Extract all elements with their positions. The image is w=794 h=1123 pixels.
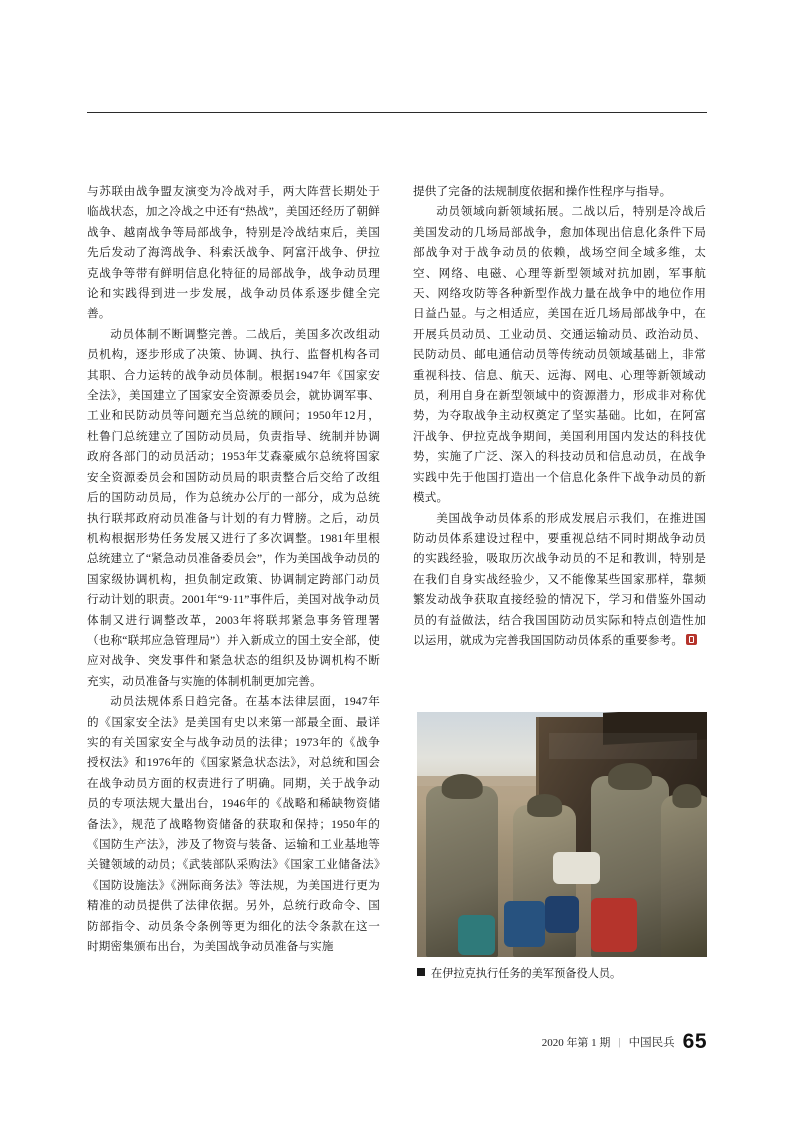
photo-helmet bbox=[442, 774, 483, 800]
end-of-article-mark bbox=[686, 634, 697, 645]
photo-backpack bbox=[504, 901, 545, 948]
paragraph: 动员领域向新领域拓展。二战以后，特别是冷战后美国发动的几场局部战争，愈加体现出信息化条件下局部战争对于战争动员的依赖，战场空间全域多维，太空、网络、电磁、心理等新型领域对抗加剧，军事航天、网络攻防等各种新型作战力量在战争中的地位作用日益凸显。与之相适应，美国在近几场局部战争中，在开展兵员动员、工业动员、交通运输动员、政治动员、民防动员、邮电通信动员等传统动员领域基础上，非常重视科技、信息、航天、远海、网电、心理等新领域动员，利用自身在新型领域中的资源潜力，形成非对称优势，为夺取战争主动权奠定了坚实基础。比如，在阿富汗战争、伊拉克战争期间，美国利用国内发达的科技优势，实施了广泛、深入的科技动员和信息动员，在战争实践中先于他国打造出一个信息化条件下战争动员的新模式。 bbox=[413, 205, 706, 505]
square-bullet-icon bbox=[417, 968, 425, 976]
photo-backpack bbox=[458, 915, 496, 954]
photo-soldier bbox=[661, 795, 707, 957]
photo-helmet bbox=[672, 784, 701, 808]
paragraph: 动员法规体系日趋完备。在基本法律层面，1947年的《国家安全法》是美国有史以来第一部最全面、最详实的有关国家安全与战争动员的法律；1973年的《战争授权法》和1976年的《国家紧急状态法》，对总统和国会在战争动员方面的权责进行了明确。同期，关于战争动员的专项法规大量出台，1946年的《战略和稀缺物资储备法》，规范了战略物资储备的获取和保持；1950年的《国防生产法》，涉及了物资与装备、运输和工业基地等关键领域的动员；《武装部队采购法》《国家工业储备法》《国防设施法》《洲际商务法》等法规，为美国进行更为精准的动员提供了法律依据。另外，总统行政命令、国防部指令、动员条令条例等更为细化的法令条款在这一时期密集颁布出台，为美国战争动员准备与实施 bbox=[87, 695, 380, 954]
left-column bbox=[87, 182, 380, 957]
photo-backpack bbox=[545, 896, 580, 933]
paragraph: 与苏联由战争盟友演变为冷战对手，两大阵营长期处于临战状态，加之冷战之中还有“热战”，美国还经历了朝鲜战争、越南战争等局部战争，特别是冷战结束后，美国先后发动了海湾战争、科索沃战争、阿富汗战争、伊拉克战争等带有鲜明信息化特征的局部战争，战争动员理论和实践得到进一步发展，战争动员体系逐步健全完善。 bbox=[87, 185, 380, 321]
header-rule bbox=[87, 112, 707, 113]
photo-helmet bbox=[608, 763, 652, 790]
paragraph: 提供了完备的法规制度依据和操作性程序与指导。 bbox=[413, 185, 672, 198]
figure bbox=[417, 712, 707, 983]
paragraph bbox=[413, 509, 706, 652]
figure-caption-text: 在伊拉克执行任务的美军预备役人员。 bbox=[431, 968, 622, 980]
photo-backpack bbox=[591, 898, 637, 952]
paragraph: 动员体制不断调整完善。二战后，美国多次改组动员机构，逐步形成了决策、协调、执行、监督机构各司其职、合力运转的战争动员体制。根据1947年《国家安全法》，美国建立了国家安全资源委员会，就协调军事、工业和民防动员等问题充当总统的顾问；1950年12月，杜鲁门总统建立了国防动员局，负责指导、统制并协调政府各部门的动员活动；1953年艾森豪威尔总统将国家安全资源委员会和国防动员局的职责整合后交给了改组后的国防动员局，作为总统办公厅的一部分，成为总统执行联邦政府动员准备与计划的有力臂膀。之后，动员机构根据形势任务发展又进行了多次调整。1981年里根总统建立了“紧急动员准备委员会”，作为美国战争动员的国家级协调机构，担负制定政策、协调制定跨部门动员行动计划的职责。2001年“9·11”事件后，美国对战争动员体制又进行调整改革，2003年将联邦紧急事务管理署（也称“联邦应急管理局”）并入新成立的国土安全部，使应对战争、突发事件和紧急状态的组织及协调机构不断充实，动员准备与实施的体制机制更加完善。 bbox=[87, 327, 380, 688]
page-footer bbox=[542, 1030, 707, 1054]
issue-label: 2020 年第 1 期 bbox=[541, 1037, 611, 1049]
photo-supply-bundle bbox=[553, 852, 599, 884]
photo-truck-canopy bbox=[603, 712, 707, 746]
photo-soldiers-iraq bbox=[417, 712, 707, 957]
figure-caption bbox=[417, 965, 707, 983]
photo-helmet bbox=[527, 794, 563, 817]
footer-separator: | bbox=[618, 1036, 621, 1048]
paragraph-text: 美国战争动员体系的形成发展启示我们，在推进国防动员体系建设过程中，要重视总结不同时期战争动员的实践经验，吸取历次战争动员的不足和教训，特别是在我们自身实战经验少，又不能像某些国家那样，靠频繁发动战争获取直接经验的情况下，学习和借鉴外国动员的有益做法，结合我国国防动员实际和特点创造性加以运用，就成为完善我国国防动员体系的重要参考。 bbox=[413, 511, 706, 647]
magazine-name: 中国民兵 bbox=[628, 1037, 675, 1049]
page-number: 65 bbox=[682, 1030, 707, 1053]
